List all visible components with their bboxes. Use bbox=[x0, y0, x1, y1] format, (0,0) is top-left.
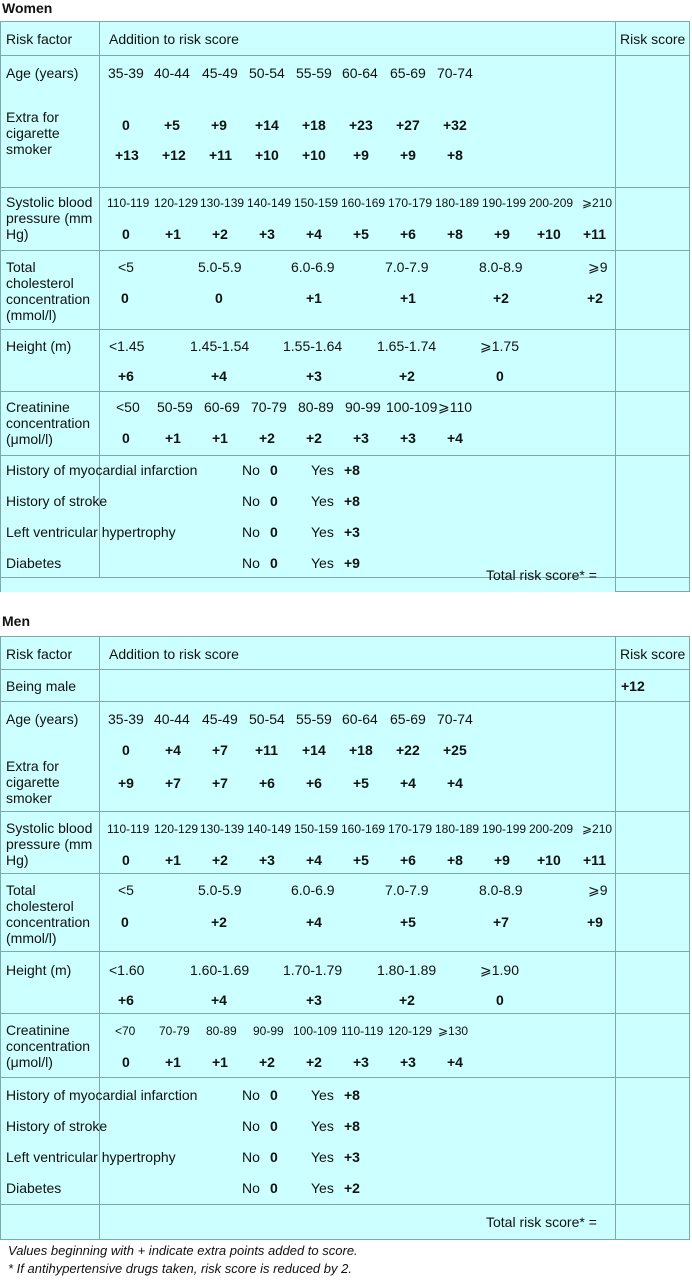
age-value: +32 bbox=[443, 117, 467, 133]
men-height-row bbox=[1, 952, 689, 1014]
chol-label: Total cholesterol concentration (mmol/l) bbox=[6, 259, 91, 323]
history-yes-value: +8 bbox=[344, 1118, 360, 1134]
height-value: 0 bbox=[496, 368, 504, 384]
header-addition: Addition to risk score bbox=[109, 646, 239, 662]
men-creat-row bbox=[1, 1014, 689, 1078]
sbp-range: 140-149 bbox=[247, 196, 292, 210]
sbp-value: +5 bbox=[353, 852, 369, 868]
age-value: 0 bbox=[122, 742, 130, 758]
chol-range: <5 bbox=[118, 259, 134, 275]
sbp-value: +1 bbox=[165, 852, 181, 868]
sbp-value: +3 bbox=[259, 852, 275, 868]
creat-value: 0 bbox=[122, 430, 130, 446]
men-male-row bbox=[1, 669, 689, 702]
history-label: Diabetes bbox=[6, 555, 62, 571]
chol-range: 7.0-7.9 bbox=[385, 882, 429, 898]
height-value: 0 bbox=[496, 992, 504, 1008]
history-no: No bbox=[242, 555, 260, 571]
height-range: 1.55-1.64 bbox=[283, 338, 343, 354]
height-value: +2 bbox=[399, 368, 415, 384]
history-no-value: 0 bbox=[270, 1180, 278, 1196]
chol-range: 8.0-8.9 bbox=[479, 259, 523, 275]
sbp-value: +8 bbox=[447, 226, 463, 242]
sbp-range: 180-189 bbox=[435, 822, 480, 836]
header-risk-score: Risk score bbox=[620, 31, 686, 47]
sbp-value: +10 bbox=[537, 226, 561, 242]
height-value: +4 bbox=[211, 368, 227, 384]
smoker-value: +4 bbox=[447, 775, 463, 791]
creat-value: +2 bbox=[259, 1054, 275, 1070]
age-label: Age (years) bbox=[6, 711, 79, 727]
height-value: +2 bbox=[399, 992, 415, 1008]
age-range: 65-69 bbox=[390, 711, 426, 727]
age-range: 45-49 bbox=[202, 711, 238, 727]
creat-range: 60-69 bbox=[204, 399, 240, 415]
smoker-value: +11 bbox=[209, 147, 232, 163]
being-male-label: Being male bbox=[6, 678, 77, 694]
age-range: 35-39 bbox=[108, 711, 144, 727]
smoker-value: +12 bbox=[162, 147, 186, 163]
men-total-row bbox=[1, 1205, 689, 1239]
men-table bbox=[0, 636, 690, 1240]
sbp-range: 160-169 bbox=[341, 822, 386, 836]
creat-range: 100-109 bbox=[386, 399, 438, 415]
history-label: History of stroke bbox=[6, 1118, 108, 1134]
men-age-row bbox=[1, 702, 689, 812]
history-no: No bbox=[242, 1087, 260, 1103]
sbp-range: 170-179 bbox=[388, 822, 433, 836]
women-title: Women bbox=[2, 0, 53, 16]
sbp-value: +6 bbox=[400, 852, 416, 868]
history-no-value: 0 bbox=[270, 555, 278, 571]
sbp-value: 0 bbox=[122, 226, 130, 242]
sbp-range: 190-199 bbox=[482, 196, 527, 210]
creat-value: +1 bbox=[212, 1054, 228, 1070]
smoker-value: +9 bbox=[353, 147, 369, 163]
history-yes-value: +8 bbox=[344, 493, 360, 509]
smoker-value: +13 bbox=[115, 147, 139, 163]
chol-value: 0 bbox=[215, 290, 223, 306]
sbp-range: ⩾210 bbox=[582, 196, 613, 210]
smoker-value: +10 bbox=[302, 147, 326, 163]
creat-label: Creatinine concentration (μmol/l) bbox=[6, 399, 91, 447]
height-value: +6 bbox=[118, 368, 134, 384]
sbp-value: +4 bbox=[306, 226, 322, 242]
sbp-value: +3 bbox=[259, 226, 275, 242]
women-history-block bbox=[1, 456, 689, 578]
sbp-value: +2 bbox=[212, 852, 228, 868]
men-chol-row bbox=[1, 874, 689, 952]
creat-value: +3 bbox=[400, 430, 416, 446]
men-title: Men bbox=[2, 613, 30, 629]
age-value: +11 bbox=[255, 742, 278, 758]
creat-range: 70-79 bbox=[251, 399, 287, 415]
total-label: Total risk score* = bbox=[486, 1214, 597, 1230]
creat-range: 110-119 bbox=[341, 1024, 384, 1038]
women-age-row bbox=[1, 55, 689, 188]
footnote-antihypertensive: * If antihypertensive drugs taken, risk score is reduced by 2. bbox=[8, 1261, 352, 1276]
creat-value: +3 bbox=[353, 430, 369, 446]
smoker-value: +9 bbox=[400, 147, 416, 163]
smoker-value: +6 bbox=[259, 775, 275, 791]
height-range: ⩾1.75 bbox=[480, 338, 519, 354]
creat-range: 100-109 bbox=[293, 1024, 338, 1038]
smoker-value: +7 bbox=[212, 775, 228, 791]
history-label: History of myocardial infarction bbox=[6, 462, 198, 478]
sbp-range: 200-209 bbox=[529, 196, 574, 210]
smoker-value: +7 bbox=[165, 775, 181, 791]
age-range: 55-59 bbox=[296, 65, 332, 81]
chol-value: 0 bbox=[121, 914, 129, 930]
history-label: Diabetes bbox=[6, 1180, 62, 1196]
chol-value: +5 bbox=[400, 914, 416, 930]
history-no-value: 0 bbox=[270, 493, 278, 509]
history-no: No bbox=[242, 493, 260, 509]
creat-range: ⩾130 bbox=[438, 1024, 469, 1038]
chol-range: 5.0-5.9 bbox=[198, 882, 242, 898]
sbp-range: 160-169 bbox=[341, 196, 386, 210]
creat-value: +2 bbox=[306, 430, 322, 446]
creat-range: 120-129 bbox=[388, 1024, 433, 1038]
height-range: 1.65-1.74 bbox=[377, 338, 437, 354]
history-label: Left ventricular hypertrophy bbox=[6, 524, 176, 540]
age-value: +7 bbox=[212, 742, 228, 758]
smoker-value: +6 bbox=[306, 775, 322, 791]
chol-range: 8.0-8.9 bbox=[479, 882, 523, 898]
footnote-plus: Values beginning with + indicate extra points added to score. bbox=[8, 1243, 358, 1258]
age-value: +25 bbox=[443, 742, 467, 758]
chol-value: +2 bbox=[493, 290, 509, 306]
being-male-score: +12 bbox=[621, 678, 645, 694]
age-range: 50-54 bbox=[249, 65, 285, 81]
total-label: Total risk score* = bbox=[486, 567, 597, 583]
height-range: ⩾1.90 bbox=[480, 962, 519, 978]
age-value: 0 bbox=[122, 117, 130, 133]
age-range: 70-74 bbox=[437, 65, 473, 81]
creat-label: Creatinine concentration (μmol/l) bbox=[6, 1022, 91, 1070]
creat-value: +4 bbox=[447, 1054, 463, 1070]
sbp-value: +5 bbox=[353, 226, 369, 242]
height-range: 1.60-1.69 bbox=[190, 962, 250, 978]
history-no: No bbox=[242, 1118, 260, 1134]
age-range: 55-59 bbox=[296, 711, 332, 727]
age-value: +4 bbox=[165, 742, 181, 758]
history-yes: Yes bbox=[311, 462, 334, 478]
height-value: +6 bbox=[118, 992, 134, 1008]
creat-range: 50-59 bbox=[157, 399, 193, 415]
creat-value: +3 bbox=[353, 1054, 369, 1070]
men-header-row bbox=[1, 637, 689, 670]
chol-value: +9 bbox=[587, 914, 603, 930]
creat-value: 0 bbox=[122, 1054, 130, 1070]
history-no: No bbox=[242, 1180, 260, 1196]
sbp-range: 110-119 bbox=[107, 822, 150, 836]
age-value: +27 bbox=[396, 117, 420, 133]
women-sbp-row bbox=[1, 188, 689, 251]
height-value: +3 bbox=[306, 992, 322, 1008]
age-range: 50-54 bbox=[249, 711, 285, 727]
age-value: +14 bbox=[302, 742, 326, 758]
height-range: <1.60 bbox=[109, 962, 145, 978]
sbp-value: +1 bbox=[165, 226, 181, 242]
header-risk-score: Risk score bbox=[620, 646, 686, 662]
chol-label: Total cholesterol concentration (mmol/l) bbox=[6, 882, 91, 946]
age-range: 40-44 bbox=[154, 65, 190, 81]
chol-range: 7.0-7.9 bbox=[385, 259, 429, 275]
history-yes: Yes bbox=[311, 493, 334, 509]
height-value: +4 bbox=[211, 992, 227, 1008]
sbp-range: 120-129 bbox=[154, 196, 199, 210]
age-label: Age (years) bbox=[6, 65, 79, 81]
chol-range: 5.0-5.9 bbox=[198, 259, 242, 275]
age-range: 45-49 bbox=[202, 65, 238, 81]
age-value: +18 bbox=[349, 742, 373, 758]
header-risk-factor: Risk factor bbox=[6, 646, 73, 662]
height-value: +3 bbox=[306, 368, 322, 384]
age-value: +22 bbox=[396, 742, 420, 758]
history-yes: Yes bbox=[311, 524, 334, 540]
chol-range: ⩾9 bbox=[588, 259, 608, 275]
history-no-value: 0 bbox=[270, 524, 278, 540]
history-yes-value: +9 bbox=[344, 555, 360, 571]
age-value: +9 bbox=[211, 117, 227, 133]
history-no-value: 0 bbox=[270, 1087, 278, 1103]
women-chol-row bbox=[1, 251, 689, 330]
men-sbp-row bbox=[1, 812, 689, 874]
sbp-range: 130-139 bbox=[200, 196, 245, 210]
age-range: 70-74 bbox=[437, 711, 473, 727]
creat-range: 80-89 bbox=[206, 1024, 237, 1038]
history-no: No bbox=[242, 524, 260, 540]
sbp-range: 110-119 bbox=[107, 196, 150, 210]
history-yes-value: +8 bbox=[344, 462, 360, 478]
chol-value: +4 bbox=[306, 914, 322, 930]
creat-value: +1 bbox=[165, 1054, 181, 1070]
sbp-value: +10 bbox=[537, 852, 561, 868]
smoker-value: +5 bbox=[353, 775, 369, 791]
history-yes: Yes bbox=[311, 555, 334, 571]
sbp-value: +6 bbox=[400, 226, 416, 242]
age-value: +23 bbox=[349, 117, 373, 133]
creat-value: +4 bbox=[447, 430, 463, 446]
sbp-range: 190-199 bbox=[482, 822, 527, 836]
sbp-range: 140-149 bbox=[247, 822, 292, 836]
height-range: 1.80-1.89 bbox=[377, 962, 437, 978]
sbp-range: 130-139 bbox=[200, 822, 245, 836]
creat-value: +2 bbox=[306, 1054, 322, 1070]
smoker-value: +8 bbox=[447, 147, 463, 163]
history-no: No bbox=[242, 462, 260, 478]
height-label: Height (m) bbox=[6, 338, 72, 354]
creat-range: 90-99 bbox=[253, 1024, 284, 1038]
chol-value: +7 bbox=[493, 914, 509, 930]
height-label: Height (m) bbox=[6, 962, 72, 978]
age-value: +5 bbox=[164, 117, 180, 133]
sbp-value: +9 bbox=[494, 852, 510, 868]
creat-value: +2 bbox=[259, 430, 275, 446]
women-table bbox=[0, 21, 690, 592]
creat-value: +3 bbox=[400, 1054, 416, 1070]
chol-range: 6.0-6.9 bbox=[291, 259, 335, 275]
age-range: 35-39 bbox=[108, 65, 144, 81]
sbp-value: +8 bbox=[447, 852, 463, 868]
sbp-range: 180-189 bbox=[435, 196, 480, 210]
chol-value: +1 bbox=[306, 290, 322, 306]
sbp-value: +2 bbox=[212, 226, 228, 242]
header-risk-factor: Risk factor bbox=[6, 31, 73, 47]
chol-range: <5 bbox=[118, 882, 134, 898]
age-range: 40-44 bbox=[154, 711, 190, 727]
history-no-value: 0 bbox=[270, 1149, 278, 1165]
chol-value: +1 bbox=[400, 290, 416, 306]
age-range: 65-69 bbox=[390, 65, 426, 81]
sbp-range: ⩾210 bbox=[582, 822, 613, 836]
height-range: 1.45-1.54 bbox=[190, 338, 250, 354]
smoker-value: +9 bbox=[118, 775, 134, 791]
chol-value: +2 bbox=[211, 914, 227, 930]
creat-range: 70-79 bbox=[159, 1024, 190, 1038]
history-yes: Yes bbox=[311, 1118, 334, 1134]
history-label: Left ventricular hypertrophy bbox=[6, 1149, 176, 1165]
history-yes-value: +3 bbox=[344, 1149, 360, 1165]
sbp-value: +11 bbox=[583, 852, 606, 868]
smoker-label: Extra for cigarette smoker bbox=[6, 109, 60, 157]
history-yes: Yes bbox=[311, 1149, 334, 1165]
history-yes: Yes bbox=[311, 1180, 334, 1196]
women-header-row bbox=[1, 22, 689, 56]
creat-range: 90-99 bbox=[345, 399, 381, 415]
creat-range: <70 bbox=[115, 1024, 136, 1038]
women-creat-row bbox=[1, 392, 689, 456]
sbp-label: Systolic blood pressure (mm Hg) bbox=[6, 820, 93, 868]
sbp-range: 150-159 bbox=[294, 196, 339, 210]
women-height-row bbox=[1, 330, 689, 392]
creat-range: ⩾110 bbox=[438, 399, 473, 415]
history-no-value: 0 bbox=[270, 1118, 278, 1134]
history-no: No bbox=[242, 1149, 260, 1165]
history-yes-value: +8 bbox=[344, 1087, 360, 1103]
history-label: History of myocardial infarction bbox=[6, 1087, 198, 1103]
history-no-value: 0 bbox=[270, 462, 278, 478]
sbp-value: 0 bbox=[122, 852, 130, 868]
smoker-value: +10 bbox=[255, 147, 279, 163]
age-value: +18 bbox=[302, 117, 326, 133]
age-value: +14 bbox=[255, 117, 279, 133]
history-yes-value: +2 bbox=[344, 1180, 360, 1196]
creat-range: 80-89 bbox=[298, 399, 334, 415]
sbp-label: Systolic blood pressure (mm Hg) bbox=[6, 194, 93, 242]
sbp-range: 200-209 bbox=[529, 822, 574, 836]
height-range: 1.70-1.79 bbox=[283, 962, 343, 978]
chol-range: ⩾9 bbox=[588, 882, 608, 898]
sbp-range: 120-129 bbox=[154, 822, 199, 836]
history-yes: Yes bbox=[311, 1087, 334, 1103]
sbp-value: +9 bbox=[494, 226, 510, 242]
smoker-value: +4 bbox=[400, 775, 416, 791]
sbp-value: +4 bbox=[306, 852, 322, 868]
height-range: <1.45 bbox=[109, 338, 145, 354]
chol-value: +2 bbox=[587, 290, 603, 306]
chol-range: 6.0-6.9 bbox=[291, 882, 335, 898]
history-yes-value: +3 bbox=[344, 524, 360, 540]
creat-value: +1 bbox=[165, 430, 181, 446]
age-range: 60-64 bbox=[342, 711, 378, 727]
age-range: 60-64 bbox=[342, 65, 378, 81]
chol-value: 0 bbox=[121, 290, 129, 306]
sbp-range: 150-159 bbox=[294, 822, 339, 836]
men-history-block bbox=[1, 1078, 689, 1205]
smoker-label: Extra for cigarette smoker bbox=[6, 758, 60, 806]
header-addition: Addition to risk score bbox=[109, 31, 239, 47]
sbp-range: 170-179 bbox=[388, 196, 433, 210]
creat-range: <50 bbox=[116, 399, 140, 415]
history-label: History of stroke bbox=[6, 493, 108, 509]
sbp-value: +11 bbox=[583, 226, 606, 242]
creat-value: +1 bbox=[212, 430, 228, 446]
